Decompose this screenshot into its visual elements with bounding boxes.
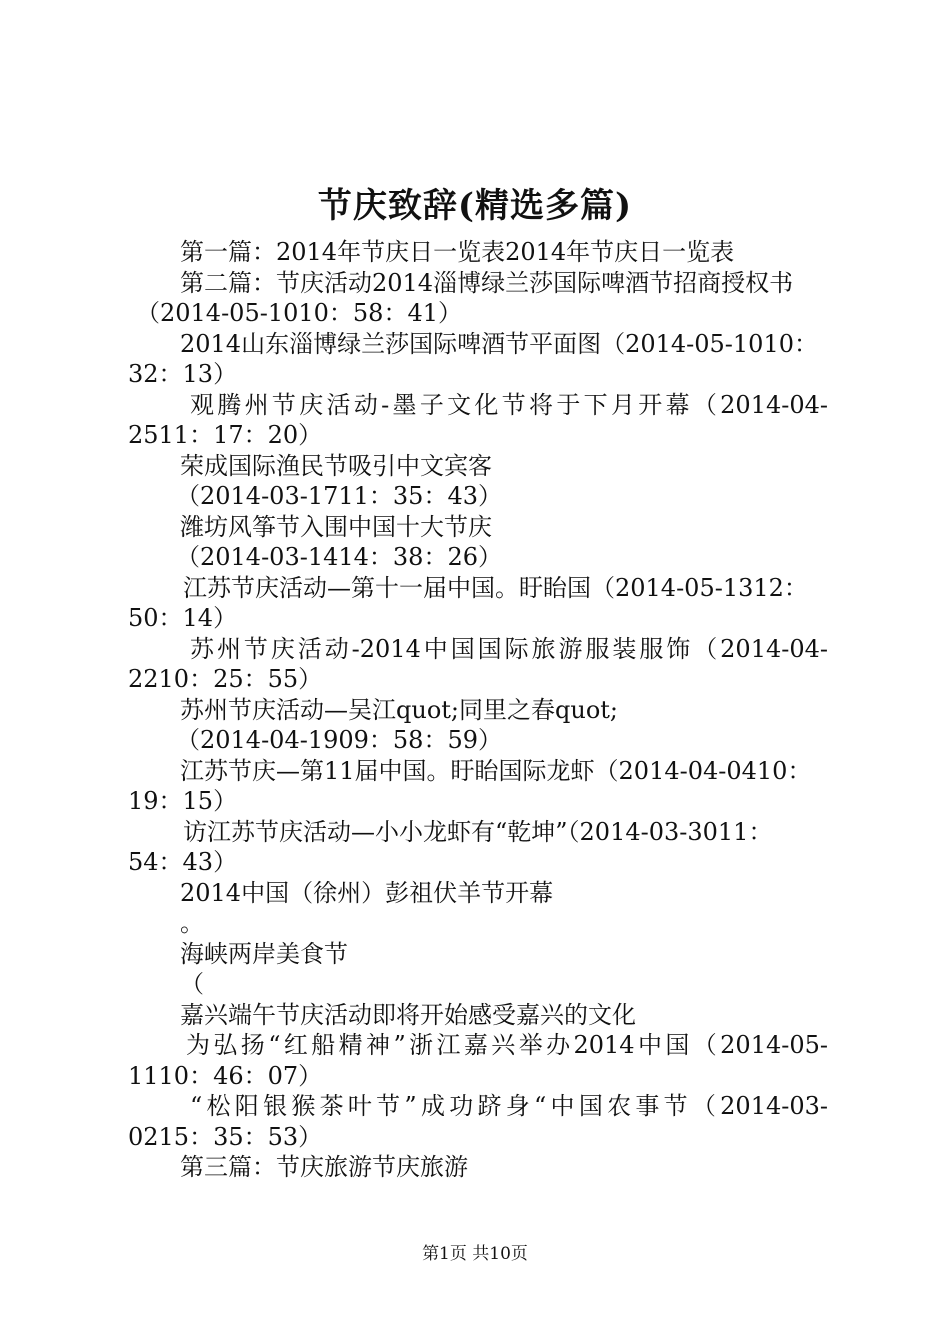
text-line: 19：15） (128, 787, 238, 815)
text-line: （2014-05-1010：58：41） (136, 299, 462, 327)
text-line: 江苏节庆活动—第十一届中国。盱眙国（2014-05-1312： (183, 573, 808, 602)
text-line: 海峡两岸美食节 (180, 939, 348, 968)
document-body (128, 237, 828, 1183)
text-line: 50：14） (128, 604, 238, 632)
text-line: 第二篇：节庆活动2014淄博绿兰莎国际啤酒节招商授权书 (180, 268, 794, 297)
text-line: 2014中国（徐州）彭祖伏羊节开幕 (180, 878, 554, 907)
text-line: 观腾州节庆活动-墨子文化节将于下月开幕（2014-04- (190, 390, 828, 419)
page-title: 节庆致辞(精选多篇) (317, 186, 633, 226)
text-line: 嘉兴端午节庆活动即将开始感受嘉兴的文化 (180, 1000, 636, 1029)
text-line: （ (180, 970, 204, 998)
text-line: （2014-03-1414：38：26） (176, 543, 502, 571)
text-line: 苏州节庆活动-2014中国国际旅游服装服饰（2014-04- (190, 634, 828, 663)
text-line: 荣成国际渔民节吸引中文宾客 (180, 451, 492, 480)
text-line: 潍坊风筝节入围中国十大节庆 (180, 512, 492, 541)
text-line: 苏州节庆活动—吴江quot;同里之春quot; (180, 695, 618, 724)
text-line: （2014-04-1909：58：59） (176, 726, 502, 754)
text-line: 1110：46：07） (128, 1061, 323, 1090)
text-line: 32：13） (128, 360, 238, 388)
text-line: 第一篇：2014年节庆日一览表2014年节庆日一览表 (180, 238, 735, 266)
text-line: 访江苏节庆活动—小小龙虾有“乾坤”（2014-03-3011： (183, 817, 773, 846)
text-line: （2014-03-1711：35：43） (176, 482, 502, 510)
text-line: 第三篇：节庆旅游节庆旅游 (180, 1153, 468, 1181)
text-line: 2014山东淄博绿兰莎国际啤酒节平面图（2014-05-1010： (180, 329, 818, 358)
text-line: 江苏节庆—第11届中国。盱眙国际龙虾（2014-04-0410： (180, 756, 812, 785)
text-line: 。 (180, 909, 204, 937)
text-line: 2511：17：20） (128, 421, 323, 449)
text-line: 54：43） (128, 848, 238, 876)
page-number: 第1页 共10页 (422, 1244, 528, 1264)
text-line: “松阳银猴茶叶节”成功跻身“中国农事节（2014-03- (190, 1092, 828, 1120)
text-line: 2210：25：55） (128, 665, 323, 693)
text-line: 0215：35：53） (128, 1122, 323, 1151)
text-line: 为弘扬“红船精神”浙江嘉兴举办2014中国（2014-05- (186, 1031, 828, 1059)
